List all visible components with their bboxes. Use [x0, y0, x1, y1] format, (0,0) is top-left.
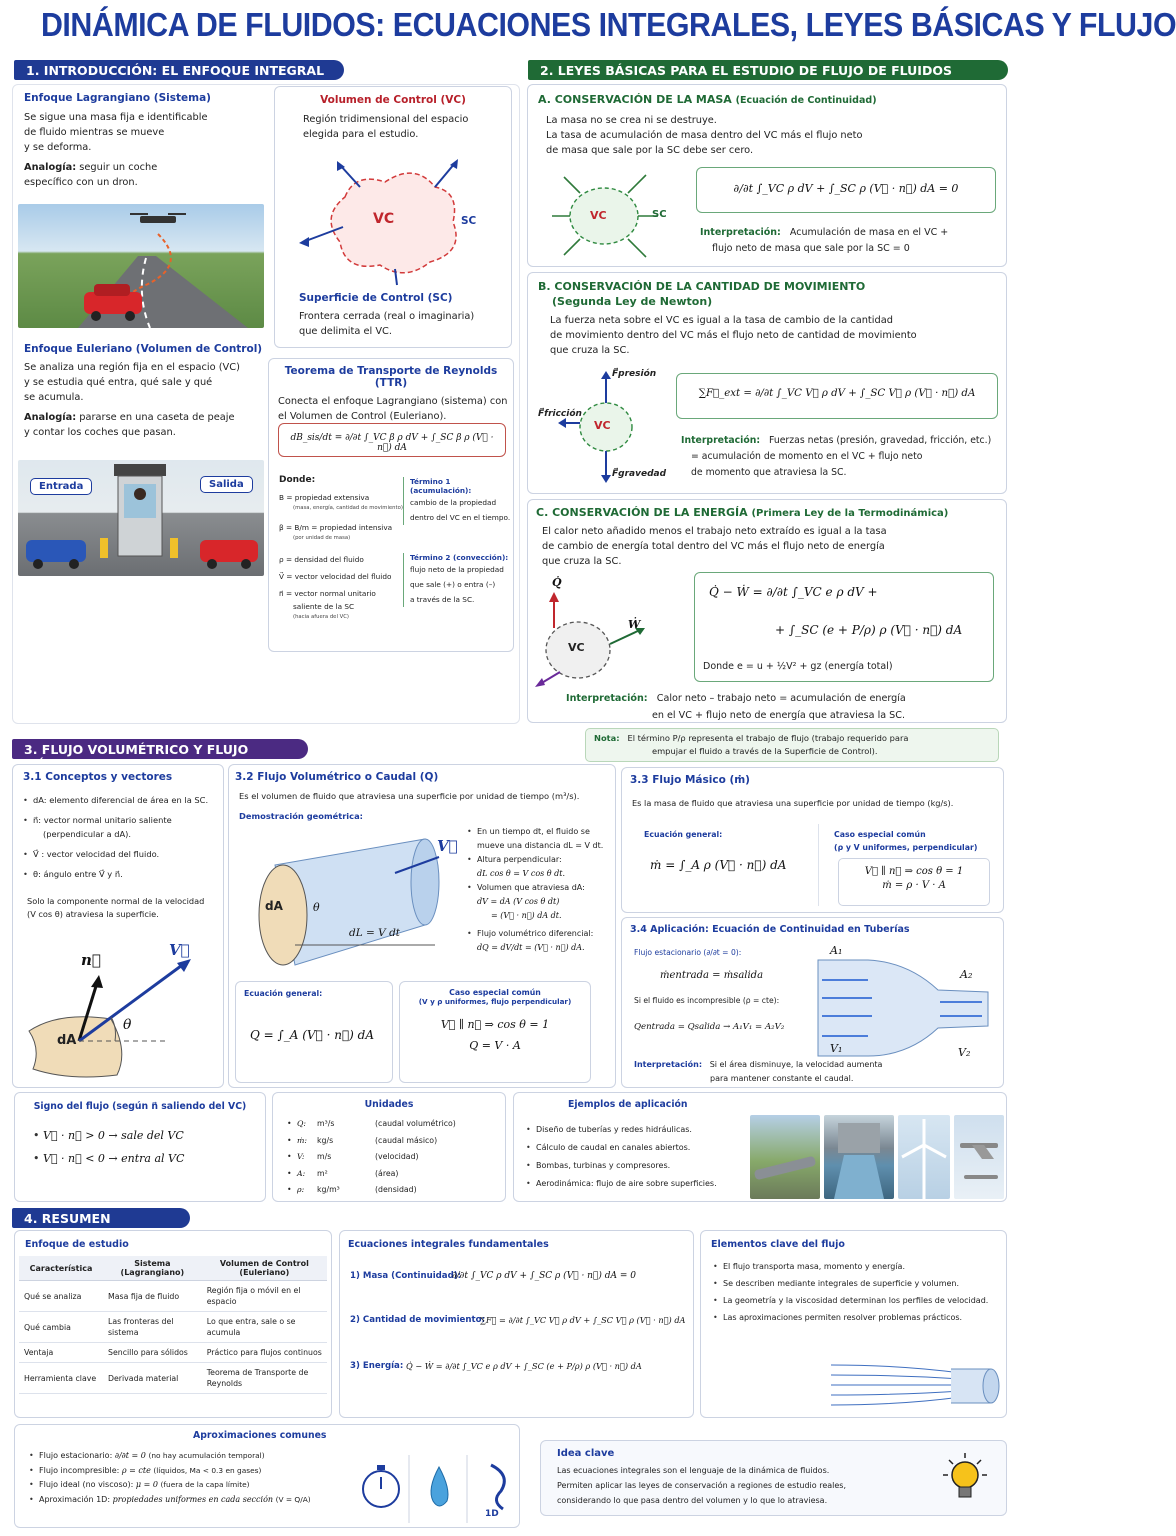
concepts-card [12, 764, 224, 1088]
approx-list [27, 1449, 347, 1507]
ttr-def-5: n⃗ = vector normal unitario [279, 589, 376, 598]
c31-da-label: dA [57, 1033, 77, 1048]
lag-desc-2: de fluido mientras se mueve [24, 127, 165, 138]
mass-desc-1: La masa no se crea ni se destruye. [546, 115, 717, 126]
c34-int-label: Interpretación: [634, 1060, 703, 1069]
eul-desc-3: se acumula. [24, 392, 84, 403]
c31-b2: • n⃗: vector normal unitario saliente [21, 813, 221, 827]
c31-title: 3.1 Conceptos y vectores [23, 771, 173, 783]
lag-desc-3: y se deforma. [24, 142, 92, 153]
c32-general-eq-box [235, 981, 393, 1083]
ttr-term-2-title: Término 2 (convección): [410, 553, 509, 562]
f-pressure-label: F⃗presión [612, 369, 657, 379]
energy-vc-label: VC [568, 641, 585, 654]
v2-label: V₂ [958, 1046, 971, 1059]
ttr-desc-1: Conecta el enfoque Lagrangiano (sistema) con [278, 396, 508, 407]
table-cell: Sencillo para sólidos [103, 1343, 202, 1363]
momentum-int-label: Interpretación: [681, 435, 761, 446]
units-row: • Q: m³/s (caudal volumétrico) [287, 1119, 456, 1128]
lagrangian-title: Enfoque Lagrangiano (Sistema) [24, 92, 211, 104]
eulerian-title: Enfoque Euleriano (Volumen de Control) [24, 343, 263, 355]
c33-cc-2: ṁ = ρ · V · A [882, 880, 946, 891]
lag-analogy-label: Analogía: [24, 162, 77, 173]
c32-da-label: dA [265, 899, 283, 913]
momentum-conservation-card [527, 272, 1007, 494]
ttr-def-1b: (masa, energía, cantidad de movimiento) [293, 505, 403, 511]
f-gravity-label: F⃗gravedad [612, 469, 667, 479]
c34-l1: Flujo estacionario (∂/∂t = 0): [634, 948, 742, 957]
flow-sign-card [14, 1092, 266, 1202]
examples-title: Ejemplos de aplicación [568, 1099, 688, 1110]
units-list [287, 1116, 505, 1199]
mass-desc-2: La tasa de acumulación de masa dentro del VC más el flujo neto [546, 130, 863, 141]
eul-analogy-1: pararse en una caseta de peaje [79, 412, 235, 423]
focus-table-header: Sistema (Lagrangiano) [103, 1256, 202, 1281]
attendant-icon [134, 488, 146, 500]
key-idea-card [540, 1440, 1007, 1516]
elem-title: Elementos clave del flujo [711, 1239, 845, 1250]
units-row: • ṁ: kg/s (caudal másico) [287, 1135, 438, 1145]
c34-int-1: Si el área disminuye, la velocidad aumenta [709, 1060, 883, 1069]
control-volume-card [274, 86, 512, 348]
energy-desc-1: El calor neto añadido menos el trabajo neto extraído es igual a la tasa [542, 526, 887, 537]
mass-sc-label: SC [652, 209, 667, 220]
reynolds-transport-card [268, 358, 514, 652]
section-1-header: 1. INTRODUCCIÓN: EL ENFOQUE INTEGRAL [14, 60, 344, 80]
c32-cc-title: Caso especial común [449, 988, 541, 997]
pipe-continuity-card [621, 917, 1004, 1088]
table-cell: Qué se analiza [19, 1281, 103, 1312]
c33-desc: Es la masa de fluido que atraviesa una superficie por unidad de tiempo (kg/s). [632, 798, 954, 808]
salida-label: Salida [200, 476, 253, 493]
idea-l1: Las ecuaciones integrales son el lenguaje de la dinámica de fluidos. [557, 1466, 830, 1475]
ttr-def-5b: saliente de la SC [293, 602, 355, 611]
table-cell: Las fronteras del sistema [103, 1312, 202, 1343]
ttr-equation: dB_sis/dt = ∂/∂t ∫_VC β ρ dV + ∫_SC β ρ (V⃗ · n⃗) dA [278, 423, 506, 457]
c32-eg: Q = ∫_A (V⃗ · n⃗) dA [250, 1028, 375, 1042]
c33-cc [834, 828, 977, 854]
momentum-int-2: = acumulación de momento en el VC + flujo neto [691, 451, 923, 462]
c31-v-label: V⃗ [169, 941, 190, 959]
c32-eg-title: Ecuación general: [244, 989, 323, 998]
ttr-desc-2: el Volumen de Control (Euleriano). [278, 411, 447, 422]
units-row: • ρ: kg/m³ (densidad) [287, 1185, 417, 1194]
c33-special-case-box [838, 858, 990, 906]
mass-int-1: Acumulación de masa en el VC + [789, 227, 949, 238]
mass-int-2: flujo neto de masa que sale por la SC = 0 [712, 243, 910, 254]
approximations-card [14, 1424, 520, 1528]
c32-b1b: mueve una distancia dL = V dt. [477, 841, 604, 850]
sc-title: Superficie de Control (SC) [299, 292, 453, 304]
ttr-definitions [279, 491, 403, 622]
ttr-term-2-d1: flujo neto de la propiedad [410, 565, 504, 574]
c32-b3: • Volumen que atraviesa dA: [465, 881, 615, 895]
c32-b4b: dQ = dV/dt = (V⃗ · n⃗) dA. [477, 943, 585, 952]
section-2-header: 2. LEYES BÁSICAS PARA EL ESTUDIO DE FLUJO DE FLUIDOS [528, 60, 1008, 80]
table-row [19, 1363, 327, 1394]
mass-int-label: Interpretación: [700, 227, 781, 238]
energy-title-2: (Primera Ley de la Termodinámica) [751, 508, 949, 519]
momentum-desc-1: La fuerza neta sobre el VC es igual a la tasa de cambio de la cantidad [550, 315, 893, 326]
f-friction-label: F⃗fricción [538, 409, 582, 419]
drone-icon [140, 216, 176, 223]
lightbulb-icon [935, 1451, 995, 1509]
note-2: empujar el fluido a través de la Superficie de Control). [652, 746, 878, 756]
table-row [19, 1281, 327, 1312]
c32-theta-label: θ [313, 901, 320, 914]
eqs-l2: 2) Cantidad de movimiento: [350, 1315, 485, 1325]
wind-turbine-photo [898, 1115, 950, 1199]
focus-title: Enfoque de estudio [25, 1239, 129, 1250]
ttr-term-2-d2: que sale (+) o entra (–) [410, 580, 496, 589]
ttr-title: Teorema de Transporte de Reynolds (TTR) [284, 365, 498, 389]
volumetric-flow-card [228, 764, 616, 1088]
airplane-photo [954, 1115, 1004, 1199]
c32-dl-label: dL = V dt [349, 927, 401, 939]
table-cell: Herramienta clave [19, 1363, 103, 1394]
energy-int-1: Calor neto – trabajo neto = acumulación de energía [656, 693, 906, 704]
c32-b3c: = (V⃗ · n⃗) dA dt. [491, 911, 562, 920]
momentum-title: B. CONSERVACIÓN DE LA CANTIDAD DE MOVIMIENTO [538, 280, 866, 293]
streamlines-pipe-diagram [831, 1351, 1005, 1415]
table-cell: Ventaja [19, 1343, 103, 1363]
c31-n-label: n⃗ [81, 951, 101, 969]
c33-eg-title: Ecuación general: [644, 830, 723, 839]
c34-title: 3.4 Aplicación: Ecuación de Continuidad en Tuberías [630, 924, 910, 935]
table-cell: Masa fija de fluido [103, 1281, 202, 1312]
mass-desc-3: de masa que sale por la SC debe ser cero. [546, 145, 754, 156]
c32-title: 3.2 Flujo Volumétrico o Caudal (Q) [235, 771, 439, 783]
note-label: Nota: [594, 733, 620, 743]
c32-cc-1: V⃗ ∥ n⃗ ⇒ cos θ = 1 [440, 1018, 550, 1031]
energy-title: C. CONSERVACIÓN DE LA ENERGÍA [536, 506, 748, 519]
sc-label: SC [461, 215, 477, 227]
eul-desc-2: y se estudia qué entra, qué sale y qué [24, 377, 213, 388]
focus-table [19, 1256, 327, 1394]
water-drop-icon [431, 1467, 448, 1506]
ttr-term-1-title: Término 1 (acumulación): [410, 477, 472, 495]
key-element-item: • Se describen mediante integrales de superficie y volumen. [711, 1275, 991, 1292]
momentum-desc-3: que cruza la SC. [550, 345, 630, 356]
vc-desc-2: elegida para el estudio. [303, 129, 419, 140]
eul-analogy-2: y contar los coches que pasan. [24, 427, 176, 438]
energy-equation-box [694, 572, 994, 682]
ttr-term-1-d2: dentro del VC en el tiempo. [410, 513, 511, 522]
energy-vc-diagram [530, 578, 680, 688]
table-cell: Derivada material [103, 1363, 202, 1394]
examples-card [513, 1092, 1007, 1202]
approx-item: • Flujo incompresible: ρ = cte (líquidos, Ma < 0.3 en gases) [27, 1464, 347, 1479]
c33-eg: ṁ = ∫_A ρ (V⃗ · n⃗) dA [650, 858, 787, 872]
v1-label: V₁ [830, 1042, 843, 1055]
flow-1d-icon [491, 1465, 504, 1509]
momentum-equation: ∑F⃗_ext = ∂/∂t ∫_VC V⃗ ρ dV + ∫_SC V⃗ ρ (V⃗ · n⃗) dA [676, 373, 998, 419]
eqs-e1: ∂/∂t ∫_VC ρ dV + ∫_SC ρ (V⃗ · n⃗) dA = 0 [452, 1271, 636, 1281]
ttr-def-1: B = propiedad extensiva [279, 493, 370, 502]
approx-item: • Flujo ideal (no viscoso): μ = 0 (fuera de la capa límite) [27, 1478, 347, 1493]
momentum-title-2: (Segunda Ley de Newton) [552, 295, 713, 308]
c33-cc-1: V⃗ ∥ n⃗ ⇒ cos θ = 1 [864, 866, 964, 877]
fundamental-equations-card [339, 1230, 694, 1418]
c31-b3: • V⃗ : vector velocidad del fluido. [21, 847, 221, 861]
ttr-def-3: ρ = densidad del fluido [279, 555, 364, 564]
energy-int-label: Interpretación: [566, 693, 648, 704]
mass-flow-card [621, 767, 1004, 913]
c32-b2b: dL cos θ = V cos θ dt. [477, 869, 566, 878]
table-cell: Lo que entra, sale o se acumula [202, 1312, 327, 1343]
vector-diagram [19, 941, 219, 1081]
c34-l2: ṁentrada = ṁsalida [660, 970, 764, 981]
drone-car-illustration [18, 204, 264, 328]
eqs-l1: 1) Masa (Continuidad): [350, 1271, 462, 1281]
focus-table-header: Volumen de Control (Euleriano) [202, 1256, 327, 1281]
ttr-def-5c: (hacia afuera del VC) [293, 614, 349, 620]
approx-item: • Flujo estacionario: ∂/∂t = 0 (no hay acumulación temporal) [27, 1449, 347, 1464]
a2-label: A₂ [960, 968, 973, 981]
c31-theta-label: θ [123, 1017, 132, 1033]
c34-l4: Qentrada = Qsalida → A₁V₁ = A₂V₂ [634, 1022, 785, 1032]
blue-car-icon [26, 540, 86, 562]
ttr-def-2b: (por unidad de masa) [293, 535, 351, 541]
key-element-item: • El flujo transporta masa, momento y energía. [711, 1258, 991, 1275]
vc-desc-1: Región tridimensional del espacio [303, 114, 469, 125]
example-item: • Diseño de tuberías y redes hidráulicas. [524, 1121, 750, 1139]
ttr-term-1-d1: cambio de la propiedad [410, 498, 497, 507]
idea-title: Idea clave [557, 1448, 615, 1459]
units-title: Unidades [364, 1099, 414, 1110]
vc-label: VC [373, 211, 395, 227]
page-title: DINÁMICA DE FLUIDOS: ECUACIONES INTEGRALES, LEYES BÁSICAS Y FLUJO [40, 6, 1176, 43]
eqs-title: Ecuaciones integrales fundamentales [348, 1239, 549, 1250]
c33-title: 3.3 Flujo Másico (ṁ) [630, 774, 750, 786]
q-dot-label: Q̇ [552, 576, 562, 589]
units-card [272, 1092, 506, 1202]
momentum-int-1: Fuerzas netas (presión, gravedad, fricción, etc.) [768, 435, 992, 446]
c32-b3b: dV = dA (V cos θ dt) [477, 897, 560, 906]
energy-desc-2: de cambio de energía total dentro del VC más el flujo neto de energía [542, 541, 885, 552]
eulerian-card [24, 343, 264, 440]
c33-cc-sub: (ρ y V uniformes, perpendicular) [834, 843, 978, 852]
table-row [19, 1312, 327, 1343]
ttr-term-1 [403, 477, 511, 525]
toll-booth-illustration [18, 460, 264, 576]
mass-title: A. CONSERVACIÓN DE LA MASA [538, 93, 732, 106]
ttr-term-2-d3: a través de la SC. [410, 595, 475, 604]
momentum-desc-2: de movimiento dentro del VC más el flujo neto de cantidad de movimiento [550, 330, 917, 341]
energy-eq-2: + ∫_SC (e + P/ρ) ρ (V⃗ · n⃗) dA [775, 623, 963, 637]
c31-note-1: Solo la componente normal de la velocidad [27, 896, 205, 906]
mass-vc-label: VC [590, 209, 607, 222]
ttr-term-2 [403, 553, 511, 607]
approx-item: • Aproximación 1D: propiedades uniformes en cada sección (V = Q/A) [27, 1493, 347, 1508]
channel-photo [824, 1115, 894, 1199]
energy-desc-3: que cruza la SC. [542, 556, 622, 567]
energy-conservation-card [527, 499, 1007, 723]
c32-v-label: V⃗ [437, 837, 458, 855]
table-cell: Qué cambia [19, 1312, 103, 1343]
vc-title: Volumen de Control (VC) [320, 94, 466, 106]
c32-cc-2: Q = V · A [469, 1039, 521, 1052]
ttr-donde: Donde: [279, 475, 316, 485]
c32-desc: Es el volumen de fluido que atraviesa una superficie por unidad de tiempo (m³/s). [239, 791, 580, 801]
table-cell: Práctico para flujos continuos [202, 1343, 327, 1363]
c31-b1: • dA: elemento diferencial de área en la SC. [21, 793, 221, 807]
c34-l3: Si el fluido es incompresible (ρ = cte): [634, 996, 780, 1005]
table-row [19, 1343, 327, 1363]
sc-desc-1: Frontera cerrada (real o imaginaria) [299, 311, 475, 322]
c32-b4: • Flujo volumétrico diferencial: [465, 927, 615, 941]
eqs-e2: ∑F⃗ = ∂/∂t ∫_VC V⃗ ρ dV + ∫_SC V⃗ ρ (V⃗ · n⃗) dA [480, 1315, 686, 1325]
energy-eq-3: Donde e = u + ½V² + gz (energía total) [703, 661, 893, 672]
c34-int-2: para mantener constante el caudal. [710, 1074, 854, 1083]
idea-l3: considerando lo que pasa dentro del volumen y lo que lo atraviesa. [557, 1496, 828, 1505]
eul-analogy-label: Analogía: [24, 412, 77, 423]
focus-table-card [14, 1230, 332, 1418]
elem-list [711, 1258, 991, 1326]
drone-car-drawing [18, 204, 264, 328]
eqs-l3: 3) Energía: [350, 1361, 404, 1371]
eul-desc-1: Se analiza una región fija en el espacio (VC) [24, 362, 240, 373]
approx-title: Aproximaciones comunes [193, 1430, 327, 1441]
ttr-def-4: V⃗ = vector velocidad del fluido [279, 572, 392, 581]
focus-table-header: Característica [19, 1256, 103, 1281]
key-element-item: • Las aproximaciones permiten resolver problemas prácticos. [711, 1309, 991, 1326]
w-dot-label: Ẇ [628, 618, 641, 631]
section-4-header: 4. RESUMEN [12, 1208, 190, 1228]
c32-special-case-box [399, 981, 591, 1083]
lag-desc-1: Se sigue una masa fija e identificable [24, 112, 208, 123]
units-row: • V: m/s (velocidad) [287, 1152, 419, 1161]
mass-title-2: (Ecuación de Continuidad) [735, 95, 877, 106]
sign-l1: • V⃗ · n⃗ > 0 → sale del VC [31, 1124, 265, 1147]
c31-b2b: (perpendicular a dA). [43, 829, 132, 839]
sc-desc-2: que delimita el VC. [299, 326, 393, 337]
c32-demo: Demostración geométrica: [239, 811, 363, 821]
lag-analogy-2: específico con un dron. [24, 177, 138, 188]
c33-cc-title: Caso especial común [834, 830, 926, 839]
key-elements-card [700, 1230, 1007, 1418]
oned-label: 1D [485, 1509, 499, 1519]
entrada-label: Entrada [30, 478, 92, 495]
momentum-vc-label: VC [594, 419, 611, 432]
table-cell: Región fija o móvil en el espacio [202, 1281, 327, 1312]
c32-b1: • En un tiempo dt, el fluido se [465, 825, 615, 839]
example-item: • Aerodinámica: flujo de aire sobre superficies. [524, 1175, 750, 1193]
energy-int-2: en el VC + flujo neto de energía que atraviesa la SC. [652, 710, 905, 721]
mass-equation: ∂/∂t ∫_VC ρ dV + ∫_SC ρ (V⃗ · n⃗) dA = 0 [696, 167, 996, 213]
energy-note [585, 728, 999, 762]
table-cell: Teorema de Transporte de Reynolds [202, 1363, 327, 1394]
sign-title: Signo del flujo (según n⃗ saliendo del VC) [33, 1101, 247, 1112]
idea-l2: Permiten aplicar las leyes de conservación a regiones de estudio reales, [557, 1481, 847, 1490]
mass-conservation-card [527, 84, 1007, 267]
c32-b2: • Altura perpendicular: [465, 853, 615, 867]
units-row: • A: m² (área) [287, 1168, 399, 1178]
section-3-header: 3. FLUJO VOLUMÉTRICO Y FLUJO [12, 739, 308, 759]
a1-label: A₁ [830, 944, 843, 957]
c31-note-2: (V cos θ) atraviesa la superficie. [27, 909, 159, 919]
pipeline-photo [750, 1115, 820, 1199]
lagrangian-card [24, 92, 264, 190]
energy-eq-1: Q̇ − Ẇ = ∂/∂t ∫_VC e ρ dV + [709, 585, 878, 599]
c32-cc-sub: (V y ρ uniformes, flujo perpendicular) [418, 997, 572, 1006]
momentum-int-3: de momento que atraviesa la SC. [691, 467, 847, 478]
eqs-e3: Q̇ − Ẇ = ∂/∂t ∫_VC e ρ dV + ∫_SC (e + P/ρ) ρ (V⃗ · n⃗) dA [406, 1361, 642, 1371]
example-item: • Bombas, turbinas y compresores. [524, 1157, 750, 1175]
ttr-def-2: β = B/m = propiedad intensiva [279, 523, 393, 532]
key-element-item: • La geometría y la viscosidad determinan los perfiles de velocidad. [711, 1292, 991, 1309]
examples-list [524, 1121, 750, 1193]
example-item: • Cálculo de caudal en canales abiertos. [524, 1139, 750, 1157]
lag-analogy-1: seguir un coche [79, 162, 158, 173]
note-1: El término P/ρ representa el trabajo de flujo (trabajo requerido para [627, 733, 909, 743]
sign-l2: • V⃗ · n⃗ < 0 → entra al VC [31, 1147, 265, 1170]
c31-b4: • θ: ángulo entre V⃗ y n⃗. [21, 867, 221, 881]
red-car-icon [200, 540, 258, 562]
